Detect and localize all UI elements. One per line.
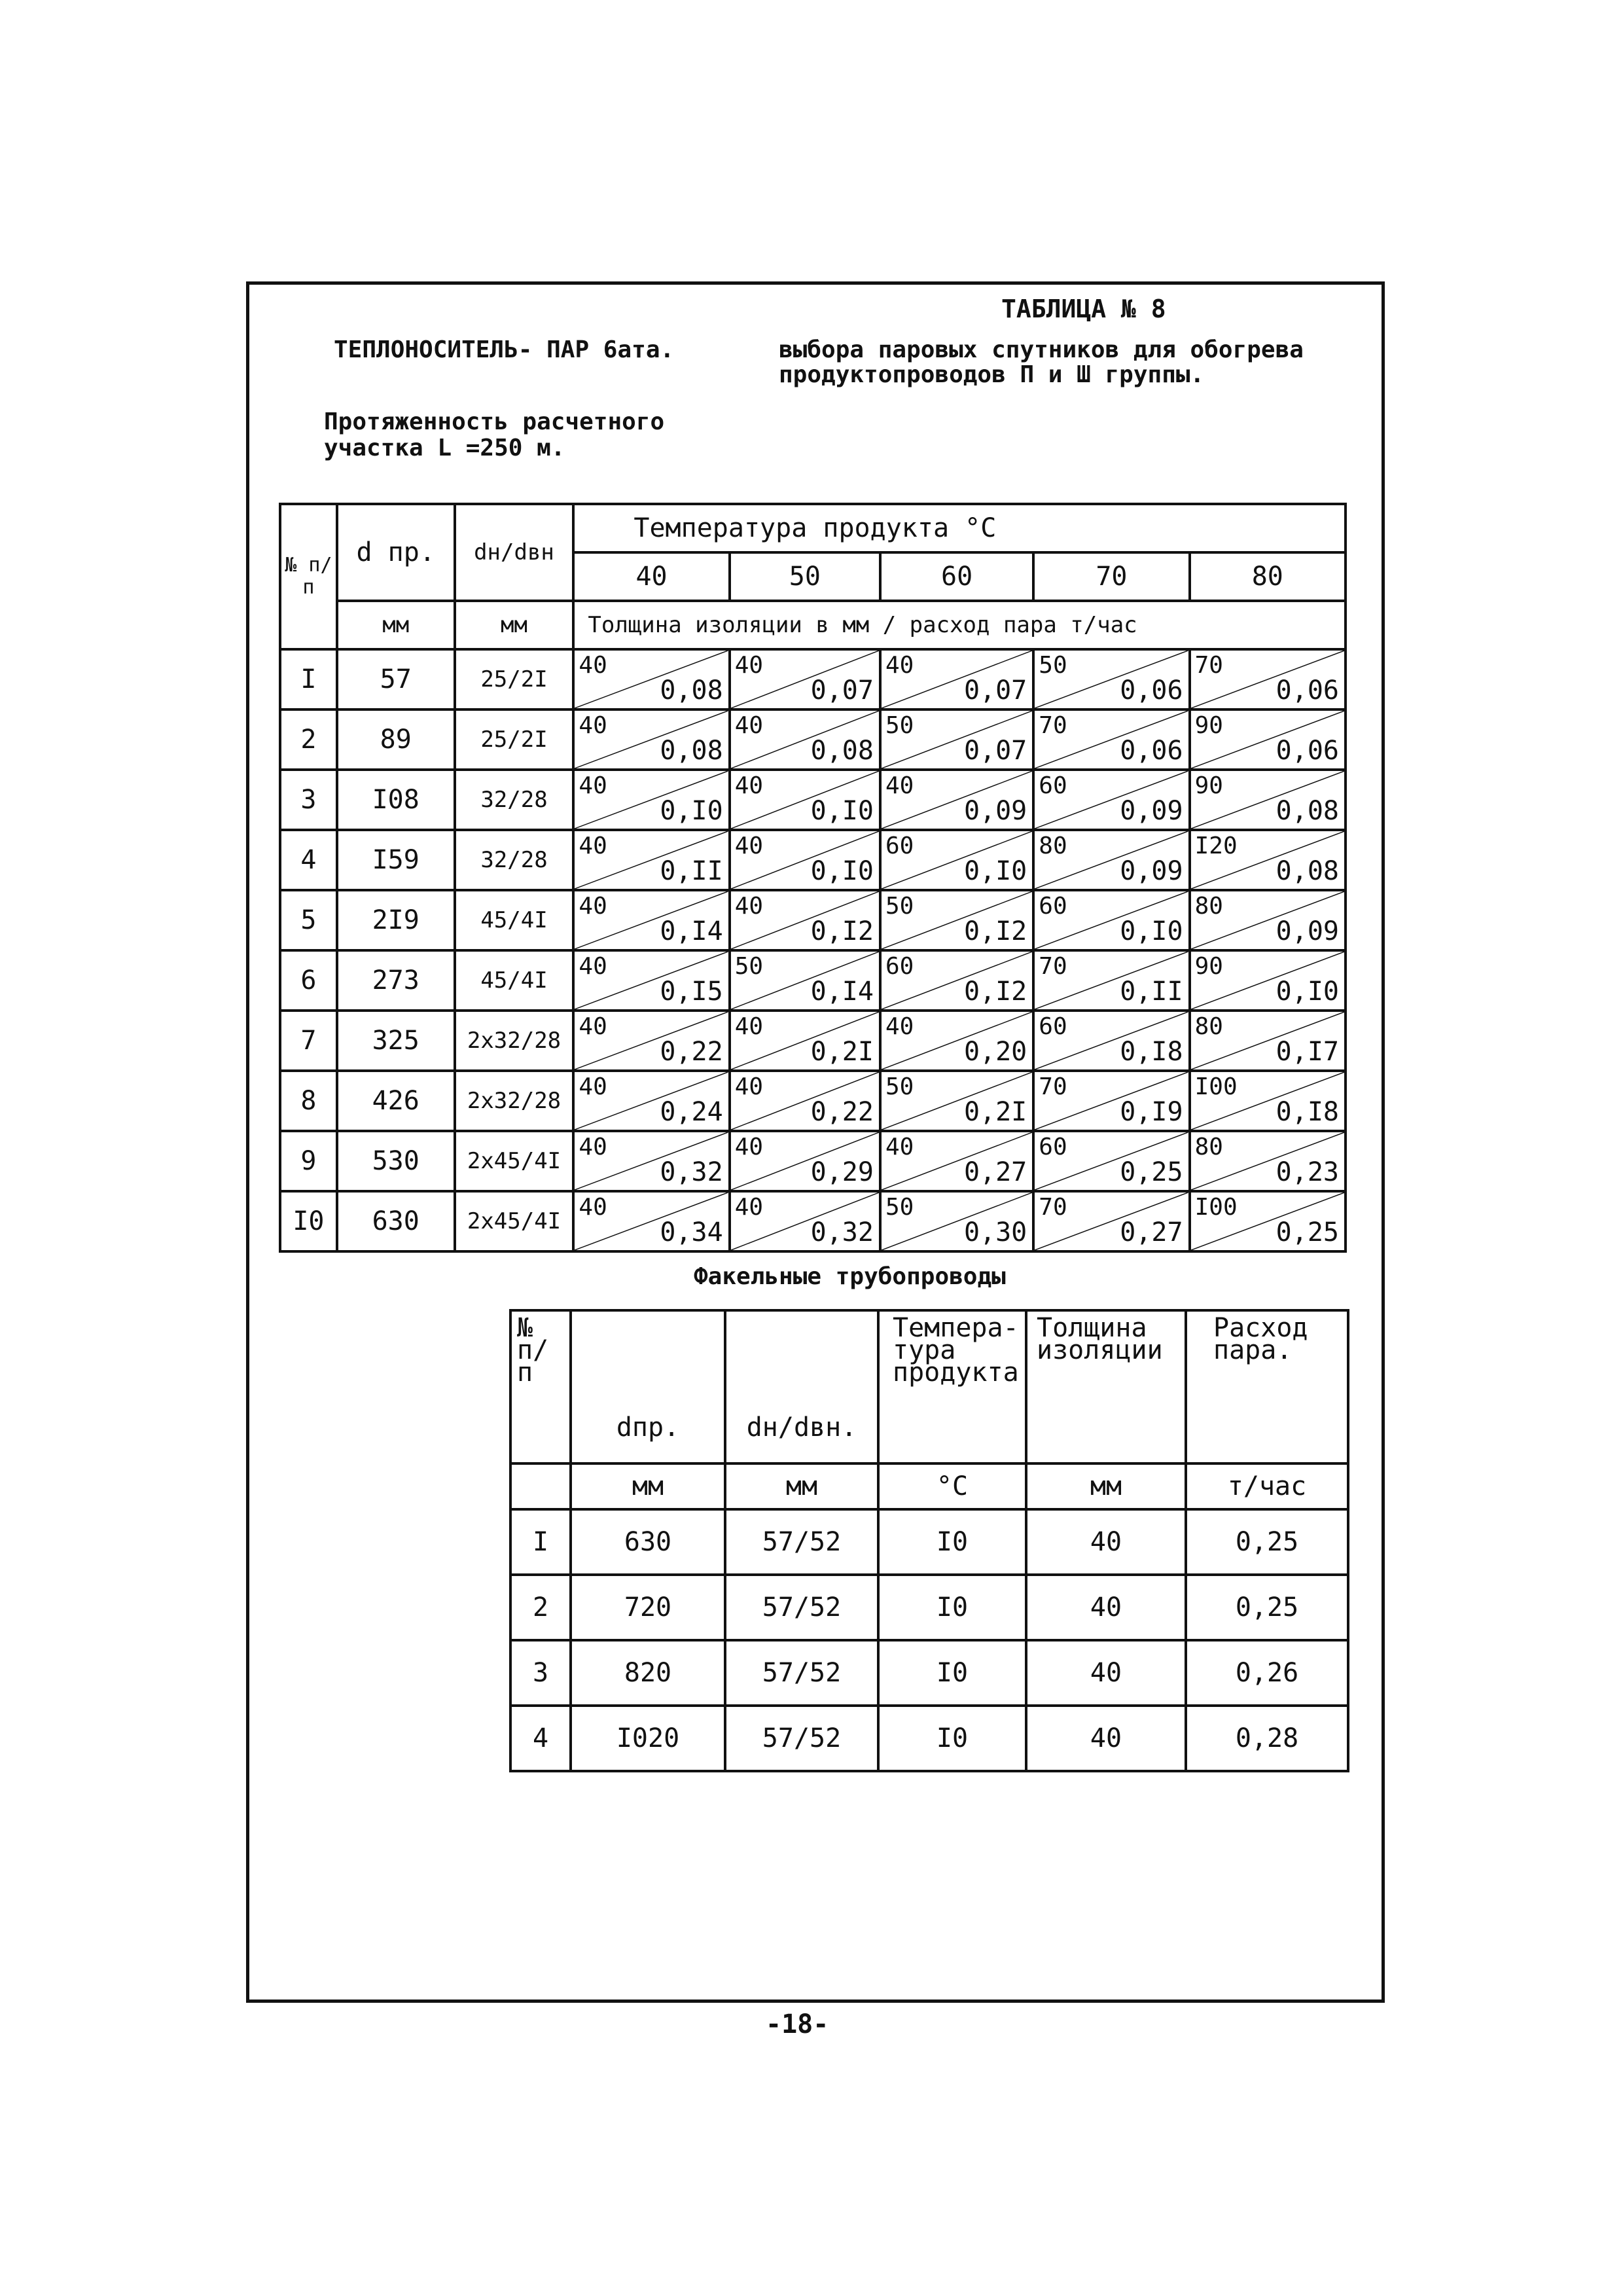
- steam-flow: 0,I4: [660, 916, 723, 946]
- row-number: 7: [280, 1011, 337, 1071]
- insulation-thickness: 80: [1194, 1013, 1223, 1040]
- insulation-thickness: 40: [579, 833, 607, 859]
- insulation-thickness: I20: [1194, 833, 1238, 859]
- unit-mm-dn: мм: [455, 601, 574, 649]
- row-number: I: [510, 1509, 571, 1575]
- row-number: 3: [510, 1640, 571, 1706]
- steam-flow: 0,22: [810, 1097, 874, 1127]
- steam-flow: 0,09: [1120, 796, 1183, 826]
- flare-unit: т/час: [1186, 1463, 1348, 1509]
- insulation-thickness: 40: [734, 1013, 764, 1040]
- insulation-thickness: 50: [734, 953, 764, 980]
- product-temperature: I0: [878, 1509, 1026, 1575]
- temperature-header: Температура продукта °С: [573, 504, 1346, 552]
- tracer-diameter: 2x32/28: [455, 1071, 574, 1131]
- steam-flow: 0,25: [1186, 1509, 1348, 1575]
- insulation-thickness: 50: [885, 712, 914, 739]
- insulation-thickness: 70: [1039, 1194, 1067, 1221]
- steam-flow: 0,08: [1275, 796, 1339, 826]
- flare-col-flow: Расход пара.: [1186, 1310, 1348, 1463]
- insulation-thickness: 40: [579, 772, 607, 799]
- insulation-thickness: 40: [579, 1013, 607, 1040]
- table-row: [280, 649, 1346, 709]
- insulation-flow-cell: [1190, 830, 1346, 890]
- insulation-flow-cell: [730, 830, 880, 890]
- steam-flow: 0,27: [963, 1157, 1027, 1187]
- insulation-flow-cell: [573, 890, 729, 950]
- row-number: I: [280, 649, 337, 709]
- insulation-thickness: 40: [579, 652, 607, 679]
- table-row: [280, 709, 1346, 770]
- insulation-thickness: 40: [579, 1194, 607, 1221]
- insulation-flow-cell: [573, 649, 729, 709]
- insulation-thickness: 60: [1039, 1013, 1067, 1040]
- steam-tracer-table: [279, 503, 1347, 1253]
- insulation-flow-cell: [1190, 1191, 1346, 1251]
- col-dpr-header: d пр.: [337, 504, 455, 601]
- insulation-thickness: 40: [579, 893, 607, 920]
- steam-flow: 0,I0: [1120, 916, 1183, 946]
- insulation-thickness: 40: [734, 1194, 764, 1221]
- product-temperature: I0: [878, 1640, 1026, 1706]
- insulation-thickness: 40: [734, 893, 764, 920]
- flare-unit: °С: [878, 1463, 1026, 1509]
- insulation-thickness: 40: [1026, 1509, 1186, 1575]
- steam-flow: 0,22: [660, 1037, 723, 1067]
- steam-flow: 0,30: [963, 1217, 1027, 1247]
- insulation-flow-cell: [880, 770, 1033, 830]
- insulation-thickness: 80: [1194, 1134, 1223, 1160]
- insulation-flow-cell: [730, 950, 880, 1011]
- table-row: [280, 1071, 1346, 1131]
- flare-unit: мм: [725, 1463, 878, 1509]
- insulation-flow-cell: [1190, 950, 1346, 1011]
- insulation-flow-cell: [880, 950, 1033, 1011]
- table-row: [510, 1706, 1348, 1771]
- insulation-flow-cell: [1033, 1131, 1189, 1191]
- steam-flow: 0,I2: [963, 977, 1027, 1007]
- insulation-thickness: 70: [1039, 1073, 1067, 1100]
- col-num-header: № п/п: [280, 504, 337, 649]
- tracer-diameter: 25/2I: [455, 709, 574, 770]
- table-row: [510, 1509, 1348, 1575]
- steam-flow: 0,II: [1120, 977, 1183, 1007]
- insulation-flow-cell: [1033, 890, 1189, 950]
- insulation-thickness: 90: [1194, 953, 1223, 980]
- steam-flow: 0,06: [1120, 675, 1183, 706]
- steam-flow: 0,06: [1275, 675, 1339, 706]
- steam-flow: 0,II: [660, 856, 723, 886]
- pipe-diameter: I59: [337, 830, 455, 890]
- insulation-thickness: 90: [1194, 772, 1223, 799]
- insulation-thickness: 50: [885, 1073, 914, 1100]
- insulation-flow-cell: [573, 1131, 729, 1191]
- steam-flow: 0,I0: [963, 856, 1027, 886]
- steam-flow: 0,28: [1186, 1706, 1348, 1771]
- steam-flow: 0,08: [660, 675, 723, 706]
- col-dn-header: dн/dвн: [455, 504, 574, 601]
- insulation-flow-cell: [730, 649, 880, 709]
- pipe-diameter: 530: [337, 1131, 455, 1191]
- pipe-diameter: 426: [337, 1071, 455, 1131]
- insulation-thickness: 40: [579, 1073, 607, 1100]
- pipe-diameter: 630: [337, 1191, 455, 1251]
- insulation-flow-cell: [573, 709, 729, 770]
- insulation-flow-cell: [1190, 770, 1346, 830]
- pipe-diameter: 720: [571, 1575, 725, 1640]
- product-temperature: I0: [878, 1575, 1026, 1640]
- steam-flow: 0,23: [1275, 1157, 1339, 1187]
- insulation-flow-cell: [880, 1191, 1033, 1251]
- insulation-thickness: 40: [579, 712, 607, 739]
- insulation-flow-cell: [1190, 1071, 1346, 1131]
- insulation-thickness: 80: [1039, 833, 1067, 859]
- insulation-flow-cell: [573, 950, 729, 1011]
- tracer-diameter: 2x45/4I: [455, 1191, 574, 1251]
- steam-flow: 0,I4: [810, 977, 874, 1007]
- pipe-diameter: 325: [337, 1011, 455, 1071]
- row-number: I0: [280, 1191, 337, 1251]
- flare-col-dn: dн/dвн.: [725, 1310, 878, 1463]
- insulation-flow-cell: [1033, 830, 1189, 890]
- insulation-flow-cell: [1190, 709, 1346, 770]
- insulation-flow-cell: [1190, 1131, 1346, 1191]
- insulation-flow-subheader: Толщина изоляции в мм / расход пара т/час: [573, 601, 1346, 649]
- unit-mm-dpr: мм: [337, 601, 455, 649]
- table-row: [280, 950, 1346, 1011]
- steam-flow: 0,32: [810, 1217, 874, 1247]
- insulation-thickness: 40: [734, 1073, 764, 1100]
- insulation-flow-cell: [880, 1011, 1033, 1071]
- tracer-diameter: 32/28: [455, 830, 574, 890]
- flare-col-temp: Темпера- тура продукта: [878, 1310, 1026, 1463]
- insulation-thickness: 70: [1039, 953, 1067, 980]
- steam-flow: 0,09: [1120, 856, 1183, 886]
- pipe-diameter: 89: [337, 709, 455, 770]
- steam-flow: 0,I8: [1120, 1037, 1183, 1067]
- row-number: 5: [280, 890, 337, 950]
- insulation-thickness: 40: [885, 652, 914, 679]
- row-number: 4: [510, 1706, 571, 1771]
- insulation-flow-cell: [573, 1011, 729, 1071]
- insulation-thickness: 40: [734, 1134, 764, 1160]
- pipe-diameter: 57: [337, 649, 455, 709]
- length-line-2: участка L =250 м.: [324, 435, 565, 461]
- insulation-thickness: 60: [885, 833, 914, 859]
- flare-title: Факельные трубопроводы: [694, 1263, 1006, 1290]
- insulation-thickness: 50: [1039, 652, 1067, 679]
- insulation-flow-cell: [880, 649, 1033, 709]
- row-number: 2: [280, 709, 337, 770]
- steam-flow: 0,32: [660, 1157, 723, 1187]
- tracer-diameter: 32/28: [455, 770, 574, 830]
- steam-flow: 0,I2: [963, 916, 1027, 946]
- tracer-diameter: 45/4I: [455, 890, 574, 950]
- insulation-flow-cell: [573, 830, 729, 890]
- insulation-thickness: 40: [1026, 1706, 1186, 1771]
- product-temperature: I0: [878, 1706, 1026, 1771]
- pipe-diameter: 630: [571, 1509, 725, 1575]
- insulation-thickness: 40: [734, 712, 764, 739]
- steam-flow: 0,06: [1120, 736, 1183, 766]
- steam-flow: 0,20: [963, 1037, 1027, 1067]
- insulation-flow-cell: [730, 1071, 880, 1131]
- insulation-flow-cell: [730, 1011, 880, 1071]
- insulation-flow-cell: [1190, 890, 1346, 950]
- table-row: [280, 1131, 1346, 1191]
- purpose-line-1: выбора паровых спутников для обогрева: [779, 336, 1304, 363]
- insulation-flow-cell: [1033, 649, 1189, 709]
- steam-flow: 0,I0: [810, 796, 874, 826]
- insulation-flow-cell: [1033, 950, 1189, 1011]
- insulation-flow-cell: [573, 770, 729, 830]
- steam-flow: 0,07: [810, 675, 874, 706]
- insulation-flow-cell: [880, 1071, 1033, 1131]
- insulation-flow-cell: [880, 890, 1033, 950]
- insulation-flow-cell: [1190, 649, 1346, 709]
- insulation-thickness: 40: [1026, 1640, 1186, 1706]
- flare-col-num: № п/п: [510, 1310, 571, 1463]
- insulation-thickness: 90: [1194, 712, 1223, 739]
- steam-flow: 0,24: [660, 1097, 723, 1127]
- table-row: [510, 1575, 1348, 1640]
- insulation-thickness: 70: [1039, 712, 1067, 739]
- row-number: 8: [280, 1071, 337, 1131]
- insulation-thickness: 40: [734, 772, 764, 799]
- steam-flow: 0,08: [1275, 856, 1339, 886]
- insulation-thickness: 60: [1039, 772, 1067, 799]
- page-number: -18-: [766, 2009, 829, 2039]
- insulation-flow-cell: [730, 709, 880, 770]
- temp-col-2: 60: [880, 552, 1033, 601]
- steam-flow: 0,08: [660, 736, 723, 766]
- insulation-thickness: 60: [1039, 893, 1067, 920]
- insulation-thickness: I00: [1194, 1073, 1238, 1100]
- flare-col-dpr: dпр.: [571, 1310, 725, 1463]
- row-number: 2: [510, 1575, 571, 1640]
- steam-flow: 0,I5: [660, 977, 723, 1007]
- row-number: 4: [280, 830, 337, 890]
- steam-flow: 0,08: [810, 736, 874, 766]
- steam-flow: 0,27: [1120, 1217, 1183, 1247]
- steam-flow: 0,I0: [660, 796, 723, 826]
- tracer-diameter: 57/52: [725, 1575, 878, 1640]
- flare-pipelines-table: [509, 1309, 1349, 1772]
- tracer-diameter: 2x32/28: [455, 1011, 574, 1071]
- row-number: 9: [280, 1131, 337, 1191]
- pipe-diameter: 820: [571, 1640, 725, 1706]
- insulation-thickness: 70: [1194, 652, 1223, 679]
- table-row: [280, 1191, 1346, 1251]
- steam-flow: 0,I9: [1120, 1097, 1183, 1127]
- insulation-thickness: 60: [885, 953, 914, 980]
- insulation-flow-cell: [880, 830, 1033, 890]
- insulation-flow-cell: [1190, 1011, 1346, 1071]
- length-line-1: Протяженность расчетного: [324, 408, 665, 435]
- tracer-diameter: 2x45/4I: [455, 1131, 574, 1191]
- steam-flow: 0,26: [1186, 1640, 1348, 1706]
- insulation-thickness: 40: [885, 1134, 914, 1160]
- table-row: [280, 890, 1346, 950]
- insulation-thickness: I00: [1194, 1194, 1238, 1221]
- pipe-diameter: 273: [337, 950, 455, 1011]
- insulation-thickness: 40: [885, 772, 914, 799]
- pipe-diameter: I08: [337, 770, 455, 830]
- steam-flow: 0,09: [963, 796, 1027, 826]
- insulation-thickness: 40: [734, 833, 764, 859]
- steam-flow: 0,2I: [963, 1097, 1027, 1127]
- tracer-diameter: 57/52: [725, 1640, 878, 1706]
- steam-flow: 0,09: [1275, 916, 1339, 946]
- pipe-diameter: I020: [571, 1706, 725, 1771]
- flare-unit: мм: [571, 1463, 725, 1509]
- steam-flow: 0,I2: [810, 916, 874, 946]
- insulation-flow-cell: [730, 770, 880, 830]
- insulation-flow-cell: [880, 1131, 1033, 1191]
- steam-flow: 0,07: [963, 736, 1027, 766]
- tracer-diameter: 25/2I: [455, 649, 574, 709]
- temp-col-3: 70: [1033, 552, 1189, 601]
- steam-flow: 0,29: [810, 1157, 874, 1187]
- insulation-thickness: 40: [579, 953, 607, 980]
- flare-col-insulation: Толщина изоляции: [1026, 1310, 1186, 1463]
- insulation-thickness: 50: [885, 1194, 914, 1221]
- insulation-flow-cell: [1033, 1011, 1189, 1071]
- tracer-diameter: 57/52: [725, 1509, 878, 1575]
- insulation-flow-cell: [1033, 1071, 1189, 1131]
- insulation-thickness: 80: [1194, 893, 1223, 920]
- steam-flow: 0,I7: [1275, 1037, 1339, 1067]
- insulation-flow-cell: [1033, 1191, 1189, 1251]
- steam-flow: 0,25: [1275, 1217, 1339, 1247]
- purpose-line-2: продуктопроводов П и Ш группы.: [779, 361, 1205, 388]
- insulation-thickness: 60: [1039, 1134, 1067, 1160]
- temp-col-1: 50: [730, 552, 880, 601]
- insulation-thickness: 40: [734, 652, 764, 679]
- steam-flow: 0,34: [660, 1217, 723, 1247]
- steam-flow: 0,I0: [1275, 977, 1339, 1007]
- steam-flow: 0,06: [1275, 736, 1339, 766]
- row-number: 6: [280, 950, 337, 1011]
- insulation-flow-cell: [730, 890, 880, 950]
- insulation-thickness: 40: [1026, 1575, 1186, 1640]
- insulation-flow-cell: [573, 1191, 729, 1251]
- flare-unit: мм: [1026, 1463, 1186, 1509]
- tracer-diameter: 45/4I: [455, 950, 574, 1011]
- insulation-flow-cell: [1033, 770, 1189, 830]
- table-number: ТАБЛИЦА № 8: [1001, 295, 1166, 323]
- table-row: [510, 1640, 1348, 1706]
- insulation-flow-cell: [1033, 709, 1189, 770]
- insulation-flow-cell: [730, 1131, 880, 1191]
- insulation-thickness: 40: [885, 1013, 914, 1040]
- heat-carrier: ТЕПЛОНОСИТЕЛЬ- ПАР 6ата.: [334, 336, 675, 363]
- temp-col-0: 40: [573, 552, 729, 601]
- row-number: 3: [280, 770, 337, 830]
- tracer-diameter: 57/52: [725, 1706, 878, 1771]
- insulation-thickness: 50: [885, 893, 914, 920]
- table-row: [280, 1011, 1346, 1071]
- insulation-flow-cell: [730, 1191, 880, 1251]
- steam-flow: 0,25: [1186, 1575, 1348, 1640]
- steam-flow: 0,2I: [810, 1037, 874, 1067]
- steam-flow: 0,25: [1120, 1157, 1183, 1187]
- insulation-flow-cell: [880, 709, 1033, 770]
- steam-flow: 0,I8: [1275, 1097, 1339, 1127]
- steam-flow: 0,I0: [810, 856, 874, 886]
- steam-flow: 0,07: [963, 675, 1027, 706]
- pipe-diameter: 2I9: [337, 890, 455, 950]
- table-row: [280, 830, 1346, 890]
- insulation-flow-cell: [573, 1071, 729, 1131]
- insulation-thickness: 40: [579, 1134, 607, 1160]
- temp-col-4: 80: [1190, 552, 1346, 601]
- table-row: [280, 770, 1346, 830]
